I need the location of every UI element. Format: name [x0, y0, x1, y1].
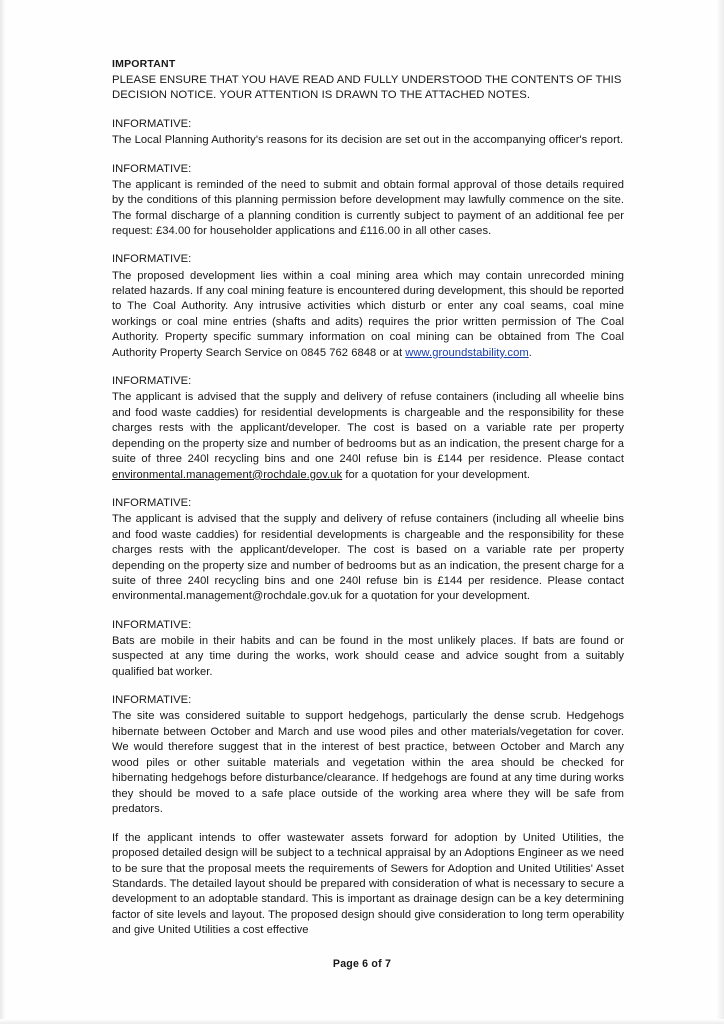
informative-block — [112, 162, 624, 240]
page-footer: Page 6 of 7 — [332, 958, 392, 970]
informative-text-part2: . — [528, 346, 532, 359]
informative-block — [112, 117, 624, 149]
informative-block-united-utilities — [112, 831, 624, 939]
informative-label: INFORMATIVE: — [112, 117, 192, 130]
scan-edge-right — [716, 0, 724, 1024]
important-body: PLEASE ENSURE THAT YOU HAVE READ AND FULLY UNDERSTOOD THE CONTENTS OF THIS DECISION NOTICE. YOUR ATTENTION IS DRAWN TO THE ATTACHED NOTES. — [112, 74, 622, 102]
informative-text — [112, 512, 624, 605]
informative-text-part2: for a quotation for your development. — [342, 468, 531, 481]
informative-text-part2: for a quotation for your development. — [342, 590, 531, 603]
informative-label: INFORMATIVE: — [112, 497, 192, 510]
informative-text: The site was considered suitable to support hedgehogs, particularly the dense scrub. Hedgehogs hibernate between October and March and use wood piles and other materials/vegetation for cover. We would therefore suggest that in the interest of best practice, between October and March any wood piles or other suitable materials and vegetation within the area should be checked for hibernating hedgehogs before disturbance/clearance. If hedgehogs are found at any time during works they should be moved to a safe place outside of the working area where they will be safe from predators. — [112, 710, 624, 816]
informative-text-part1: The proposed development lies within a coal mining area which may contain unrecorded mining related hazards. If any coal mining feature is encountered during development, this should be reported to The Coal Authority. Any intrusive activities which disturb or enter any coal seams, coal mine workings or coal mine entries (shafts and adits) requires the prior written permission of The Coal Authority. Property specific summary information on coal mining can be obtained from The Coal Authority Property Search Service on 0845 762 6848 or at — [112, 269, 624, 359]
document-body — [112, 58, 624, 952]
informative-block-refuse-1 — [112, 374, 624, 483]
informative-text: The applicant is reminded of the need to submit and obtain formal approval of those details required by the conditions of this planning permission before development may lawfully commence on the site. The formal discharge of a planning condition is currently subject to payment of an additional fee per request: £34.00 for householder applications and £116.00 in all other cases. — [112, 178, 624, 237]
environmental-management-email-link[interactable]: environmental.management@rochdale.gov.uk — [112, 468, 343, 481]
informative-text: If the applicant intends to offer wastewater assets forward for adoption by United Utilities, the proposed detailed design will be subject to a technical appraisal by an Adoptions Engineer as we need to be sure that the proposal meets the requirements of Sewers for Adoption and United Utilities' Asset Standards. The detailed layout should be prepared with consideration of what is necessary to secure a development to an adoptable standard. This is important as drainage design can be a key determining factor of site levels and layout. The proposed design should give consideration to long term operability and give United Utilities a cost effective — [112, 831, 624, 937]
informative-text — [112, 390, 624, 483]
informative-block-hedgehogs — [112, 693, 624, 817]
groundstability-link[interactable]: www.groundstability.com — [405, 346, 529, 359]
informative-label: INFORMATIVE: — [112, 694, 192, 707]
scan-edge-bottom — [0, 1019, 724, 1024]
informative-label: INFORMATIVE: — [112, 162, 192, 175]
informative-label: INFORMATIVE: — [112, 253, 192, 266]
scan-edge-left — [0, 0, 6, 1024]
informative-block-refuse-2 — [112, 496, 624, 605]
informative-label: INFORMATIVE: — [112, 618, 192, 631]
important-heading: IMPORTANT — [112, 58, 176, 70]
informative-block-bats — [112, 618, 624, 680]
informative-text: Bats are mobile in their habits and can be found in the most unlikely places. If bats are found or suspected at any time during the works, work should cease and advice sought from a suitably qualified bat worker. — [112, 635, 624, 678]
informative-block-coal-mining — [112, 252, 624, 361]
informative-text-part1: The applicant is advised that the supply and delivery of refuse containers (including all wheelie bins and food waste caddies) for residential developments is chargeable and the responsibility for these charges rests with the applicant/developer. The cost is based on a variable rate per property depending on the property size and number of bedrooms but as an indication, the present charge for a suite of three 240l recycling bins and one 240l refuse bin is £144 per residence. Please contact — [112, 513, 624, 587]
informative-text: The Local Planning Authority's reasons for its decision are set out in the accompanying officer's report. — [112, 134, 624, 147]
informative-text — [112, 269, 624, 362]
environmental-management-email-text: environmental.management@rochdale.gov.uk — [112, 590, 343, 603]
informative-label: INFORMATIVE: — [112, 375, 192, 388]
informative-text-part1: The applicant is advised that the supply and delivery of refuse containers (including all wheelie bins and food waste caddies) for residential developments is chargeable and the responsibility for these charges rests with the applicant/developer. The cost is based on a variable rate per property depending on the property size and number of bedrooms but as an indication, the present charge for a suite of three 240l recycling bins and one 240l refuse bin is £144 per residence. Please contact — [112, 391, 624, 466]
